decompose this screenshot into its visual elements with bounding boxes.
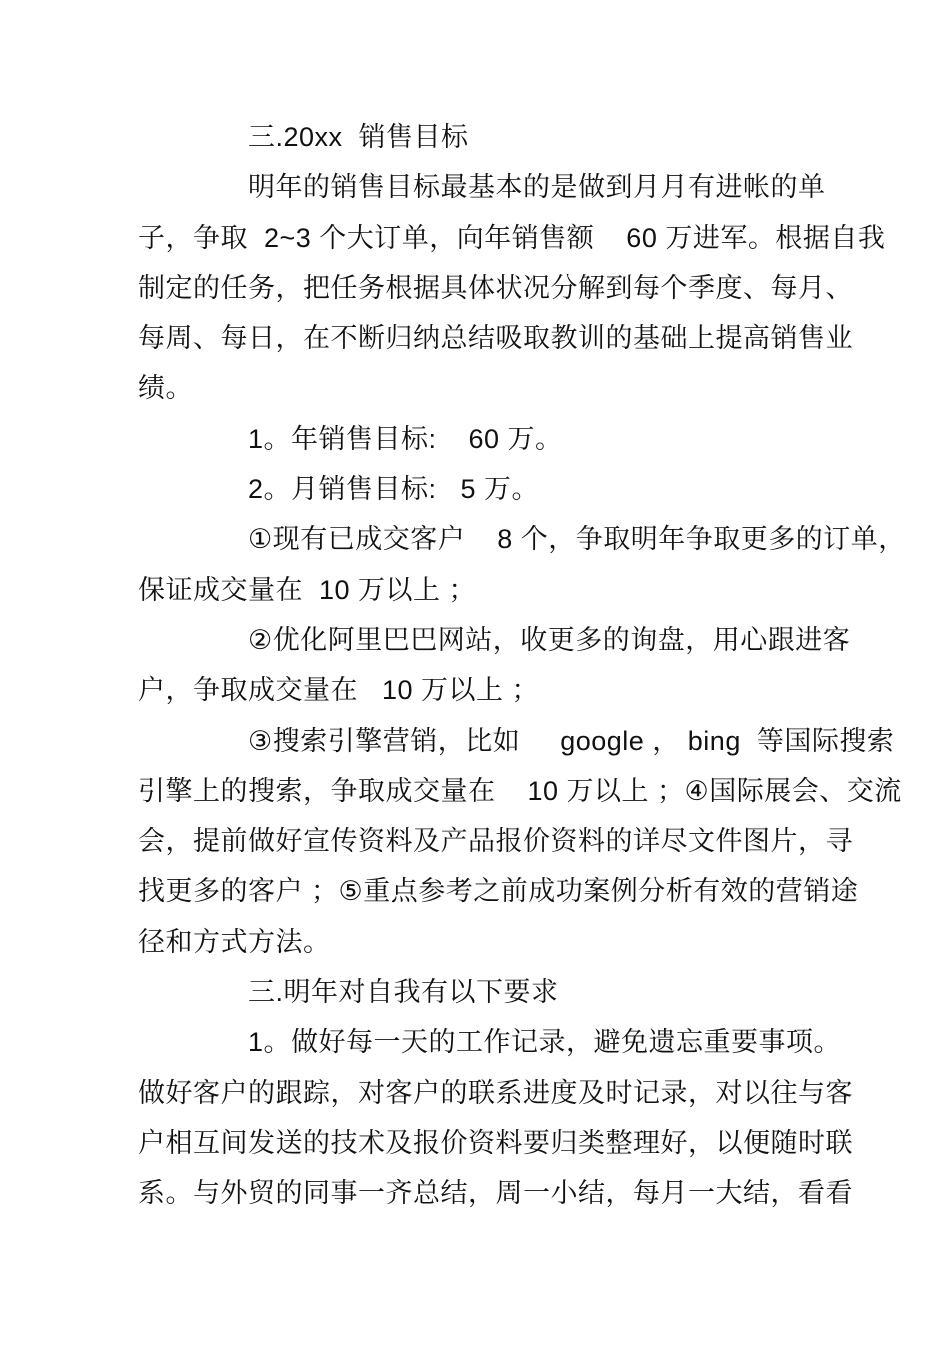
list-item-existing-customers-2: 保证成交量在 10 万以上 ；	[138, 574, 477, 605]
list-item-search-engine-2: 引擎上的搜索，争取成交量在 10 万以上 ；④国际展会、交流	[138, 775, 902, 806]
heading-sales-targets: 三.20xx 销售目标	[248, 122, 469, 152]
list-item-search-engine-1: ③搜索引擎营销，比如 google ， bing 等国际搜索	[248, 725, 895, 756]
list-item-work-log-3: 户相互间发送的技术及报价资料要归类整理好，以便随时联	[138, 1127, 853, 1158]
para-sales-goal-line-2: 子，争取 2~3 个大订单，向年销售额 60 万进军。根据自我	[138, 222, 886, 253]
list-item-existing-customers-1: ①现有已成交客户 8 个，争取明年争取更多的订单，	[248, 524, 906, 555]
list-item-case-study-2: 径和方式方法。	[138, 926, 331, 957]
para-sales-goal-line-4: 每周、每日，在不断归纳总结吸取教训的基础上提高销售业	[138, 323, 853, 354]
list-item-annual-target: 1。年销售目标: 60 万。	[248, 423, 563, 454]
list-item-work-log-4: 系。与外贸的同事一齐总结，周一小结，每月一大结，看看	[138, 1178, 853, 1209]
list-item-alibaba-site-1: ②优化阿里巴巴网站，收更多的询盘，用心跟进客	[248, 624, 851, 655]
list-item-work-log-1: 1。做好每一天的工作记录，避免遗忘重要事项。	[248, 1027, 842, 1058]
heading-self-requirements: 三.明年对自我有以下要求	[248, 977, 559, 1008]
list-item-monthly-target: 2。月销售目标: 5 万。	[248, 474, 540, 505]
list-item-work-log-2: 做好客户的跟踪，对客户的联系进度及时记录，对以往与客	[138, 1077, 853, 1108]
list-item-alibaba-site-2: 户，争取成交量在 10 万以上 ；	[138, 675, 540, 706]
para-sales-goal-line-3: 制定的任务，把任务根据具体状况分解到每个季度、每月、	[138, 272, 853, 303]
para-sales-goal-line-1: 明年的销售目标最基本的是做到月月有进帐的单	[248, 172, 826, 203]
list-item-case-study-1: 找更多的客户 ；⑤重点参考之前成功案例分析有效的营销途	[138, 876, 859, 907]
list-item-exhibitions-1: 会，提前做好宣传资料及产品报价资料的详尽文件图片，寻	[138, 826, 853, 857]
para-sales-goal-line-5: 绩。	[138, 373, 193, 404]
document-body	[138, 112, 906, 1219]
